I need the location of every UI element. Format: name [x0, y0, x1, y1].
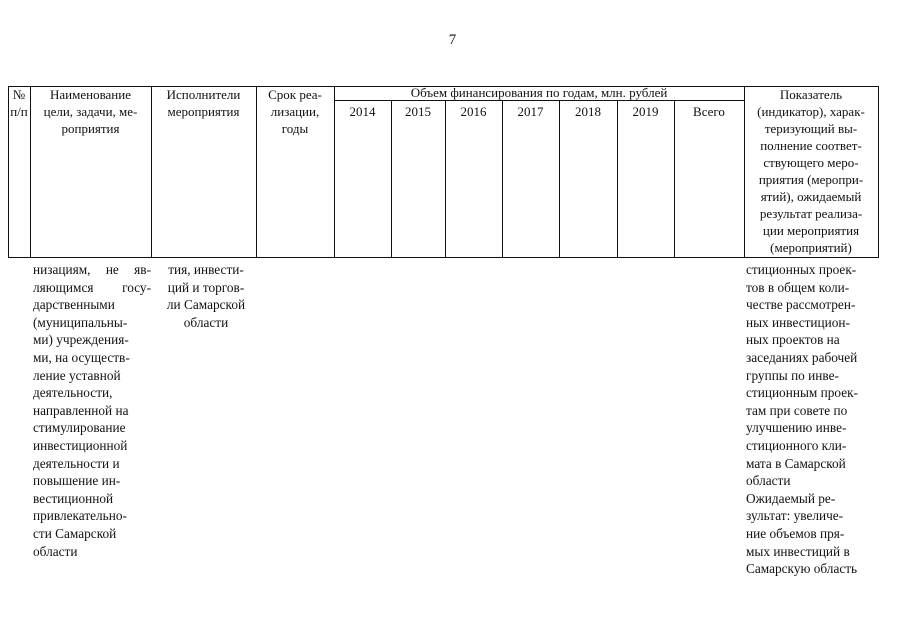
header-year: 2014 — [349, 104, 376, 119]
text-line: области — [746, 473, 791, 489]
text-line: низациям, не яв- — [33, 262, 151, 277]
text-line: повышение ин- — [33, 473, 121, 489]
text-line: ляющимся госу- — [33, 279, 151, 295]
col-border — [445, 100, 446, 258]
text-line: Ожидаемый ре- — [746, 490, 836, 506]
text-line: стимулирование — [33, 420, 126, 436]
text-line: Самарскую область — [746, 561, 858, 577]
col-border — [559, 100, 560, 258]
text-line: деятельности и — [33, 455, 120, 471]
text-line: тия, инвести- — [168, 262, 244, 277]
table-header — [8, 86, 879, 258]
text-line: мых инвестиций в — [746, 543, 850, 559]
text-line: зультат: увеличе- — [746, 508, 844, 524]
text-line: стиционного кли- — [746, 437, 847, 453]
text-line: ли Самарской — [166, 297, 246, 313]
header-term: Срок реа- лизации, годы — [268, 87, 322, 136]
col-border — [617, 100, 618, 258]
header-name: Наименование цели, задачи, ме- роприятия — [43, 87, 138, 136]
text-line: стиционным проек- — [746, 385, 858, 401]
text-line: инвестиционной — [33, 437, 128, 453]
page-number: 7 — [448, 32, 457, 48]
text-line: там при совете по — [746, 402, 848, 418]
text-line: ций и торгов- — [167, 279, 245, 295]
text-line: ление уставной — [33, 367, 121, 383]
header-year: 2015 — [405, 104, 431, 119]
col-border — [674, 100, 675, 258]
text-line: дарственными — [33, 297, 115, 313]
text-line: (муниципальны- — [33, 314, 128, 330]
text-line: ных инвестицион- — [746, 314, 850, 330]
text-line: ми) учреждения- — [33, 332, 129, 348]
text-line: улучшению инве- — [746, 420, 847, 436]
header-executors: Исполнители мероприятия — [166, 87, 241, 119]
header-year: 2018 — [575, 104, 601, 119]
col-border — [878, 86, 879, 258]
text-line: заседаниях рабочей — [746, 349, 858, 365]
text-line: деятельности, — [33, 385, 113, 401]
text-line: тов в общем коли- — [746, 279, 850, 295]
row-name-text — [33, 261, 151, 560]
header-number: № п/п — [10, 87, 28, 119]
header-year: 2019 — [632, 104, 659, 119]
row-indicator-text — [746, 261, 880, 578]
text-line: стиционных проек- — [746, 262, 857, 277]
row-executors-text — [158, 261, 254, 331]
col-border — [502, 100, 503, 258]
text-line: честве рассмотрен- — [746, 297, 856, 313]
header-year: 2017 — [517, 104, 544, 119]
header-bottom-border — [8, 257, 879, 258]
text-line: ми, на осуществ- — [33, 349, 130, 365]
text-line: вестиционной — [33, 490, 114, 506]
text-line: направленной на — [33, 402, 129, 418]
header-total: Всего — [693, 104, 725, 119]
header-indicator: Показатель (индикатор), харак- теризующий вы- полнение соответ- ствующего меро- приятия (меропри- ятий), ожидаемый результат реализа- ции мероприятия (мероприятий) — [757, 87, 865, 255]
header-year: 2016 — [460, 104, 487, 119]
header-funding-title: Объем финансирования по годам, млн. рублей — [410, 85, 668, 100]
col-border — [391, 100, 392, 258]
text-line: привлекательно- — [33, 508, 127, 524]
text-line: ных проектов на — [746, 332, 840, 348]
text-line: группы по инве- — [746, 367, 839, 383]
text-line: мата в Самарской — [746, 455, 846, 471]
text-line: ние объемов пря- — [746, 525, 845, 541]
text-line: области — [33, 543, 78, 559]
text-line: области — [183, 314, 229, 330]
text-line: сти Самарской — [33, 525, 117, 541]
